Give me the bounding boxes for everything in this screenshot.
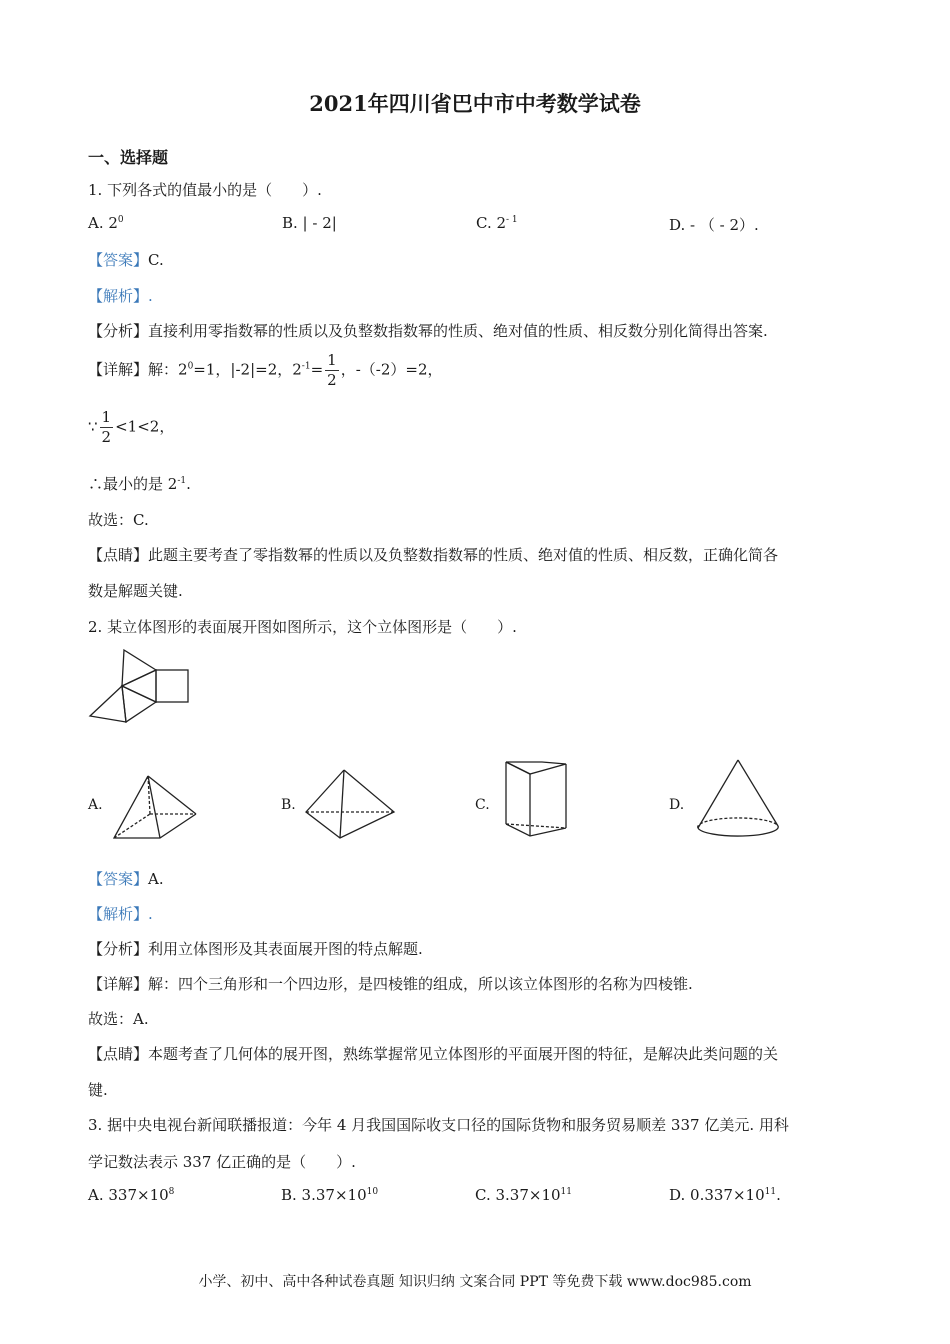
q1-comment: 【点睛】此题主要考查了零指数幂的性质以及负整数指数幂的性质、绝对值的性质、相反数，正确化简各 (88, 546, 779, 564)
q1-detail: 【详解】解：$2^0=1$，|-2|=2，$2^{-1}=$ $\frac{1}{2}$ ，-（-2）=2， (88, 351, 443, 389)
q1-choice: 故选：C. (88, 511, 149, 529)
q2-detail: 【详解】解：四个三角形和一个四边形，是四棱锥的组成，所以该立体图形的名称为四棱锥. (88, 975, 693, 993)
q2-stem: 2. 某立体图形的表面展开图如图所示，这个立体图形是（ ）. (88, 618, 517, 636)
net-triangle-right (122, 686, 156, 722)
q1-analysis: 【分析】直接利用零指数幂的性质以及负整数指数幂的性质、绝对值的性质、相反数分别化简得出答案. (88, 322, 768, 340)
q1-option-d: D. - （ - 2）. (669, 216, 759, 234)
fraction-one-half-2: $\frac{1}{2}$ (101, 408, 112, 446)
q1-jiexi: 【解析】. (88, 287, 153, 305)
q1-therefore: ∴最小的是 $2^{-1}$. (88, 475, 191, 493)
q2-comment-cont: 键. (88, 1081, 108, 1099)
net-figure (86, 646, 196, 726)
q3-option-d: D. $0.337\times 10^{11}$. (669, 1186, 781, 1204)
q1-option-b: B. | - 2| (282, 214, 337, 232)
q2-jiexi: 【解析】. (88, 905, 153, 923)
q1-option-c: C. $2^{- 1}$ (476, 214, 518, 232)
q3-stem: 3. 据中央电视台新闻联播报道：今年 4 月我国国际收支口径的国际货物和服务贸易顺差 337 亿美元. 用科 (88, 1116, 789, 1134)
net-triangle-top (122, 650, 156, 686)
q1-because: ∵ $\frac{1}{2}$ <1<2， (88, 408, 175, 446)
page-footer: 小学、初中、高中各种试卷真题 知识归纳 文案合同 PPT 等免费下载 www.doc985.com (198, 1274, 752, 1290)
q2-option-b-label: B. (281, 797, 296, 813)
q1-answer: 【答案】C. (88, 251, 164, 269)
net-triangle-left (90, 686, 126, 722)
q3-option-c: C. $3.37\times 10^{11}$ (475, 1186, 572, 1204)
q2-choice: 故选：A. (88, 1010, 149, 1028)
q2-option-c-label: C. (475, 797, 490, 813)
cone-figure (694, 756, 784, 842)
q1-option-a: A. $2^0$ (88, 214, 124, 232)
q1-comment-cont: 数是解题关键. (88, 582, 183, 600)
q2-comment: 【点睛】本题考查了几何体的展开图，熟练掌握常见立体图形的平面展开图的特征，是解决此类问题的关 (88, 1045, 779, 1063)
q2-answer: 【答案】A. (88, 870, 164, 888)
triangular-prism-figure (500, 758, 572, 840)
fraction-one-half: $\frac{1}{2}$ (327, 351, 337, 389)
square-pyramid-figure (108, 772, 204, 842)
q3-stem-cont: 学记数法表示 337 亿正确的是（ ）. (88, 1153, 356, 1171)
q2-option-a-label: A. (88, 797, 103, 813)
q3-option-b: B. $3.37\times 10^{10}$ (281, 1186, 379, 1204)
section-heading: 一、选择题 (88, 148, 169, 167)
q2-option-d-label: D. (669, 797, 685, 813)
q2-analysis: 【分析】利用立体图形及其表面展开图的特点解题. (88, 940, 423, 958)
triangular-pyramid-figure (302, 766, 398, 842)
q1-stem: 1. 下列各式的值最小的是（ ）. (88, 181, 322, 199)
q3-option-a: A. $337\times 10^8$ (88, 1186, 175, 1204)
page-title: 2021年四川省巴中市中考数学试卷 (309, 91, 641, 116)
net-triangle-mid (122, 670, 156, 702)
net-square (156, 670, 188, 702)
